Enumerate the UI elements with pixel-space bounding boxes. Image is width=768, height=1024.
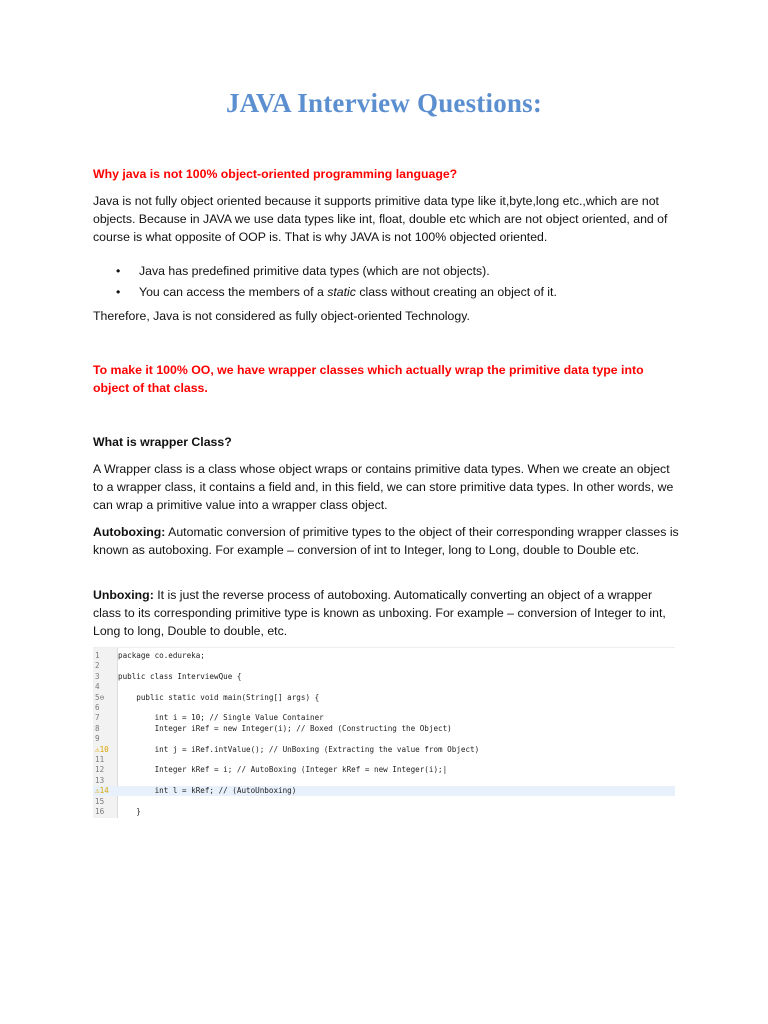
question-heading-oop: Why java is not 100% object-oriented programming language? [93, 167, 458, 181]
bullet-text-post: class without creating an object of it. [355, 285, 557, 299]
code-line-number: 3 [95, 671, 100, 681]
code-line-number: 12 [95, 765, 105, 775]
code-line [93, 765, 675, 775]
page-title: JAVA Interview Questions: [225, 88, 543, 118]
code-line-text: Integer kRef = i; // AutoBoxing (Integer kRef = new Integer(i);| [118, 765, 448, 775]
code-line [93, 693, 675, 703]
code-line [93, 786, 675, 796]
code-line-number: 15 [95, 796, 105, 806]
autoboxing-paragraph [93, 523, 683, 559]
code-line-number: 1 [95, 651, 100, 660]
code-line [93, 776, 675, 786]
code-line [93, 651, 675, 661]
code-line-text: int l = kRef; // (AutoUnboxing) [118, 786, 297, 796]
autoboxing-text: Automatic conversion of primitive types to the object of their corresponding wrapper classes is known as autoboxing. For example – conversion of int to Integer, long to Long, double to Double etc. [93, 525, 679, 557]
code-screenshot [93, 647, 675, 818]
code-line-number: 6 [95, 703, 100, 712]
code-line-text: int i = 10; // Single Value Container [118, 713, 324, 723]
unboxing-paragraph [93, 586, 683, 640]
bullet-text-pre: You can access the members of a [139, 285, 328, 299]
wrapper-explanation-paragraph: A Wrapper class is a class whose object wraps or contains primitive data types. When we create an object to a wrapper class, it contains a field and, in this field, we can store primitive data types. In other words, we can wrap a primitive value into a wrapper class object. [93, 462, 674, 512]
bullet-text: Java has predefined primitive data types (which are not objects). [139, 264, 490, 278]
code-line-number: 7 [95, 713, 100, 723]
code-line [93, 807, 675, 817]
reasons-bullet-list [93, 262, 683, 304]
code-line-number: 16 [95, 807, 105, 816]
code-line-number: 9 [95, 734, 100, 744]
code-line [93, 734, 675, 744]
code-line-number: ⚠14 [95, 786, 109, 796]
bullet-icon: • [116, 285, 121, 299]
code-line [93, 661, 675, 671]
code-line-text: int j = iRef.intValue(); // UnBoxing (Extracting the value from Object) [118, 744, 480, 754]
code-line [93, 713, 675, 723]
bullet-item-static-class [93, 283, 683, 304]
code-line [93, 672, 675, 682]
unboxing-text: It is just the reverse process of autoboxing. Automatically converting an object of a wrapper class to its corresponding primitive type is known as unboxing. For example – conversion of Integer to int, Long to long, Double to double, etc. [93, 588, 666, 638]
code-line-number: 11 [95, 755, 105, 764]
oop-conclusion-paragraph: Therefore, Java is not considered as fully object-oriented Technology. [93, 309, 470, 323]
code-line-number: 13 [95, 775, 105, 785]
code-line-text: Integer iRef = new Integer(i); // Boxed (Constructing the Object) [118, 723, 452, 733]
bullet-icon: • [116, 264, 121, 278]
code-line-number: 2 [95, 661, 100, 671]
bullet-text-emphasis: static [327, 285, 356, 299]
code-line [93, 745, 675, 755]
question-heading-wrapper: What is wrapper Class? [93, 435, 232, 449]
code-line-number: 5⊖ [95, 692, 105, 702]
code-line-number: ⚠10 [95, 744, 109, 754]
code-line-text: } [118, 807, 141, 816]
code-line [93, 724, 675, 734]
code-line-text: public class InterviewQue { [118, 671, 242, 681]
code-line-number: 4 [95, 682, 100, 692]
code-line [93, 755, 675, 765]
code-line [93, 703, 675, 713]
oop-explanation-paragraph: Java is not fully object oriented because it supports primitive data type like it,byte,long etc.,which are not objects. Because in JAVA we use data types like int, float, double etc which are not object oriented, and of course is what opposite of OOP is. That is why JAVA is not 100% objected oriented. [93, 194, 668, 244]
bullet-item-primitive-types [93, 262, 683, 283]
code-line [93, 797, 675, 807]
code-line [93, 682, 675, 692]
code-line-text: public static void main(String[] args) { [118, 692, 320, 702]
wrapper-note-red: To make it 100% OO, we have wrapper classes which actually wrap the primitive data type into object of that class. [93, 363, 644, 395]
autoboxing-label: Autoboxing: [93, 525, 166, 539]
code-line-number: 8 [95, 723, 100, 733]
code-line-text: package co.edureka; [118, 651, 205, 660]
unboxing-label: Unboxing: [93, 588, 154, 602]
